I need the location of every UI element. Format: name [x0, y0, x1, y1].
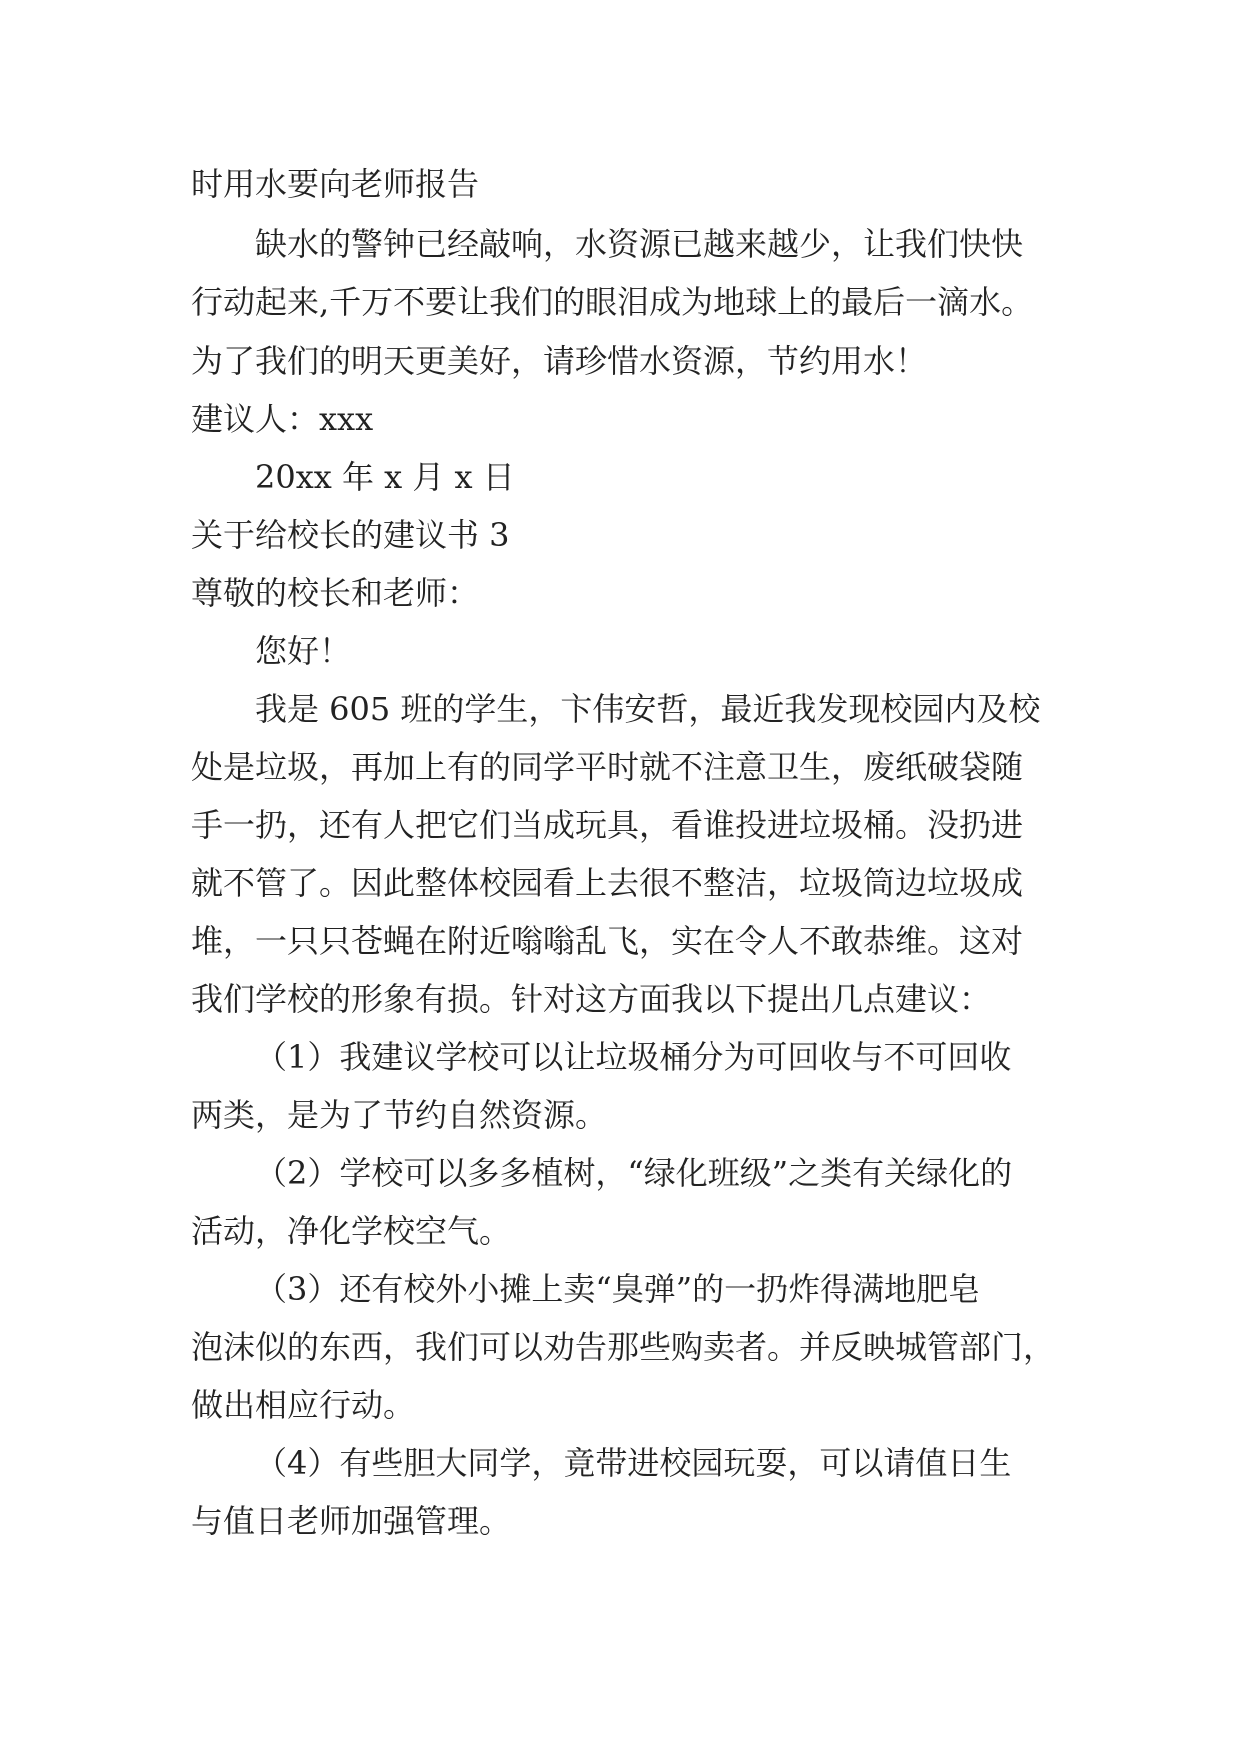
- text-line: 行动起来,千万不要让我们的眼泪成为地球上的最后一滴水。: [191, 283, 1034, 321]
- suggestion-item: （4）有些胆大同学，竟带进校园玩耍，可以请值日生: [255, 1444, 1012, 1482]
- text-line: 泡沫似的东西，我们可以劝告那些购卖者。并反映城管部门，: [191, 1328, 1056, 1366]
- text-line: 与值日老师加强管理。: [191, 1502, 512, 1540]
- text-line: 做出相应行动。: [191, 1386, 416, 1424]
- text-line: 我是 605 班的学生，卞伟安哲，最近我发现校园内及校: [255, 690, 1041, 728]
- salutation: 尊敬的校长和老师：: [191, 574, 480, 612]
- text-line: 我们学校的形象有损。针对这方面我以下提出几点建议：: [191, 980, 992, 1018]
- section-title: 关于给校长的建议书 3: [191, 516, 510, 554]
- text-line: 缺水的警钟已经敲响，水资源已越来越少，让我们快快: [255, 225, 1024, 263]
- greeting: 您好！: [255, 632, 352, 670]
- suggestion-item: （1）我建议学校可以让垃圾桶分为可回收与不可回收: [255, 1038, 1012, 1076]
- text-line: 堆，一只只苍蝇在附近嗡嗡乱飞，实在令人不敢恭维。这对: [191, 922, 1024, 960]
- text-line: 就不管了。因此整体校园看上去很不整洁，垃圾筒边垃圾成: [191, 864, 1024, 902]
- text-line: 时用水要向老师报告: [191, 165, 480, 203]
- text-line: 为了我们的明天更美好，请珍惜水资源，节约用水！: [191, 342, 928, 380]
- text-line: 活动，净化学校空气。: [191, 1212, 512, 1250]
- signature-line: 建议人：xxx: [191, 400, 374, 438]
- date-line: 20xx 年 x 月 x 日: [255, 458, 515, 496]
- text-line: 处是垃圾，再加上有的同学平时就不注意卫生，废纸破袋随: [191, 748, 1024, 786]
- suggestion-item: （3）还有校外小摊上卖“臭弹”的一扔炸得满地肥皂: [255, 1270, 981, 1308]
- text-line: 手一扔，还有人把它们当成玩具，看谁投进垃圾桶。没扔进: [191, 806, 1024, 844]
- suggestion-item: （2）学校可以多多植树，“绿化班级”之类有关绿化的: [255, 1154, 1013, 1192]
- text-line: 两类，是为了节约自然资源。: [191, 1096, 608, 1134]
